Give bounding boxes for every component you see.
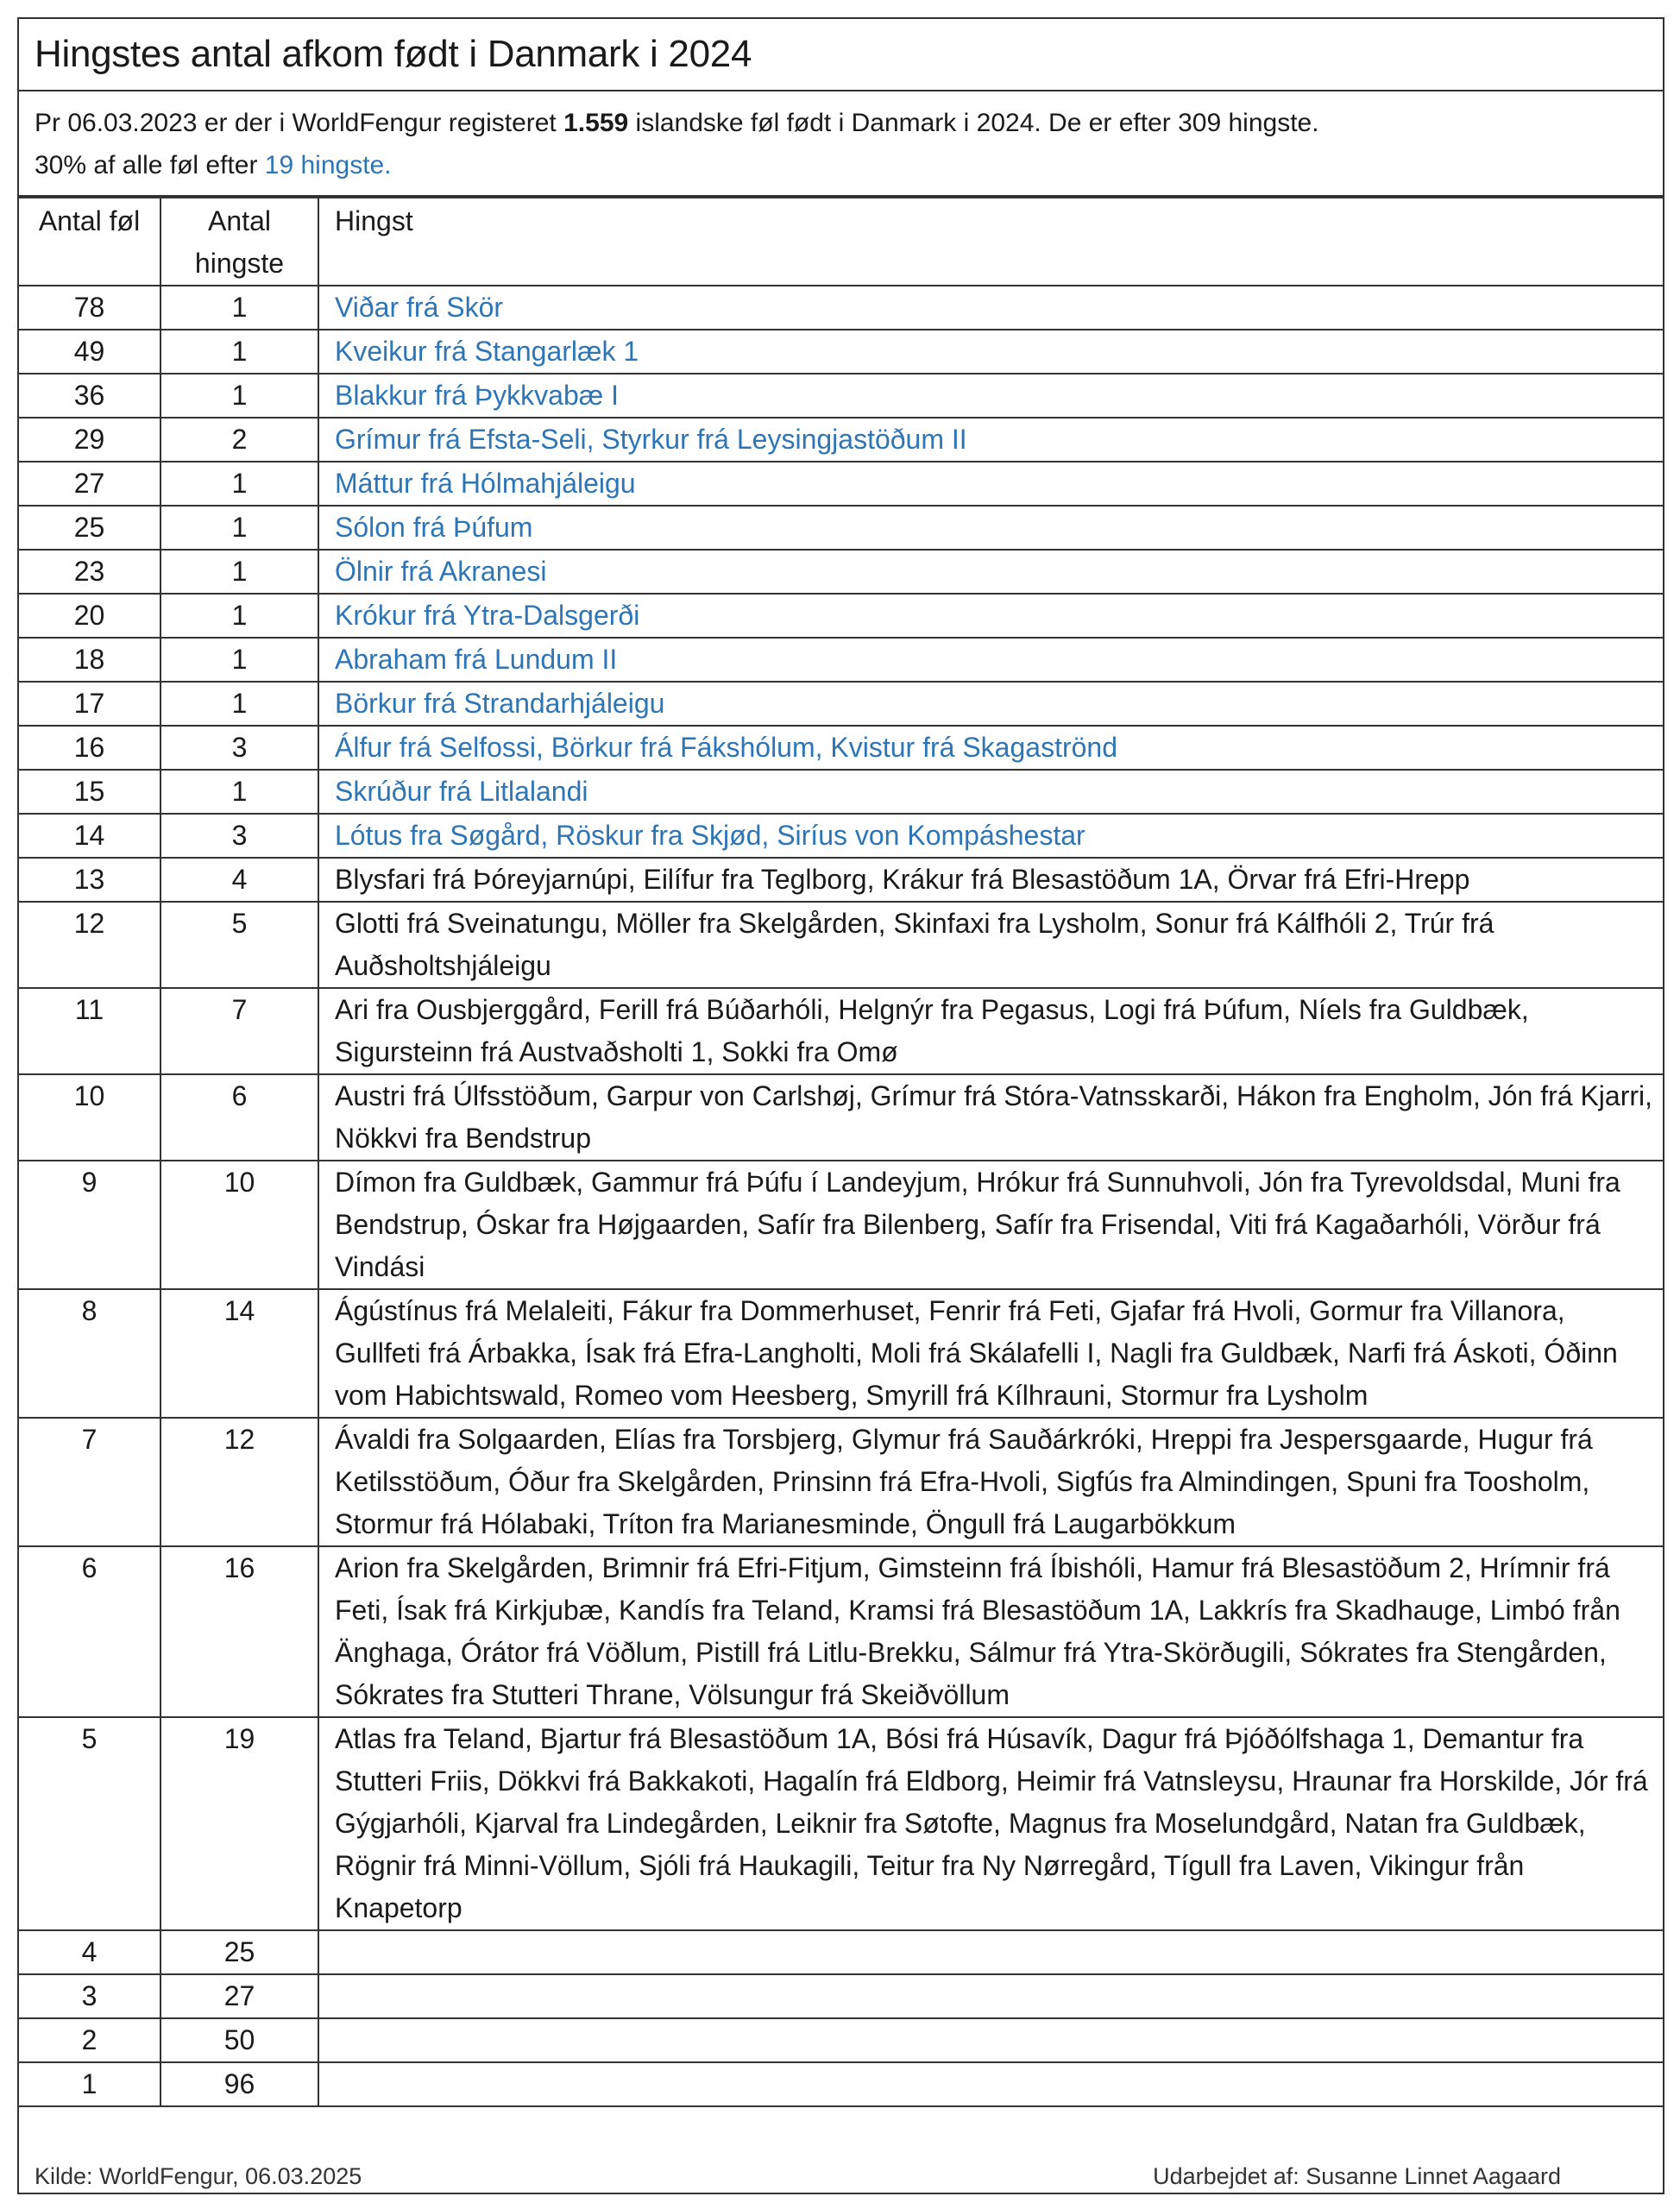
cell-stallions: 7 [160,988,318,1074]
cell-names: Blysfari frá Þóreyjarnúpi, Eilífur fra Teglborg, Krákur frá Blesastöðum 1A, Örvar frá Efri-Hrepp [318,858,1663,902]
cell-foals: 20 [19,594,160,638]
cell-stallions: 1 [160,462,318,506]
cell-foals: 9 [19,1161,160,1289]
intro-text-2: islandske føl født i Danmark i 2024. De er efter 309 hingste. [628,109,1319,137]
cell-stallions: 27 [160,1974,318,2018]
table-row [19,638,1663,682]
cell-names[interactable]: Krókur frá Ytra-Dalsgerði [318,594,1663,638]
table-row [19,418,1663,462]
cell-foals: 18 [19,638,160,682]
cell-stallions: 12 [160,1418,318,1546]
table-header-row [19,198,1663,286]
cell-stallions: 25 [160,1930,318,1974]
table-body [19,286,1663,2106]
cell-foals: 3 [19,1974,160,2018]
cell-foals: 16 [19,726,160,770]
page-title: Hingstes antal afkom født i Danmark i 2024 [19,19,1663,91]
cell-foals: 27 [19,462,160,506]
cell-names[interactable]: Lótus fra Søgård, Röskur fra Skjød, Siríus von Kompáshestar [318,814,1663,858]
cell-foals: 4 [19,1930,160,1974]
cell-stallions: 3 [160,726,318,770]
cell-foals: 2 [19,2018,160,2062]
table-row [19,770,1663,814]
table-row [19,1546,1663,1717]
cell-stallions: 10 [160,1161,318,1289]
cell-foals: 23 [19,550,160,594]
cell-names [318,2062,1663,2106]
table-row [19,1930,1663,1974]
cell-names: Glotti frá Sveinatungu, Möller fra Skelgården, Skinfaxi fra Lysholm, Sonur frá Kálfhóli 2, Trúr frá Auðsholtshjáleigu [318,902,1663,988]
cell-names[interactable]: Börkur frá Strandarhjáleigu [318,682,1663,726]
cell-foals: 1 [19,2062,160,2106]
table-row [19,462,1663,506]
table-row [19,374,1663,418]
cell-names[interactable]: Álfur frá Selfossi, Börkur frá Fákshólum, Kvistur frá Skagaströnd [318,726,1663,770]
cell-stallions: 1 [160,550,318,594]
table-row [19,2062,1663,2106]
cell-stallions: 16 [160,1546,318,1717]
table-row [19,1074,1663,1161]
footer [19,2160,1663,2193]
table-row [19,1717,1663,1930]
header-names: Hingst [318,198,1663,286]
cell-stallions: 1 [160,770,318,814]
cell-stallions: 1 [160,506,318,550]
cell-stallions: 2 [160,418,318,462]
table-row [19,330,1663,374]
table-row [19,814,1663,858]
table-row [19,858,1663,902]
header-stallions: Antal hingste [160,198,318,286]
cell-stallions: 1 [160,594,318,638]
cell-names[interactable]: Sólon frá Þúfum [318,506,1663,550]
cell-names: Austri frá Úlfsstöðum, Garpur von Carlshøj, Grímur frá Stóra-Vatnsskarði, Hákon fra Engholm, Jón frá Kjarri, Nökkvi fra Bendstrup [318,1074,1663,1161]
cell-foals: 25 [19,506,160,550]
cell-names[interactable]: Máttur frá Hólmahjáleigu [318,462,1663,506]
cell-names: Ávaldi fra Solgaarden, Elías fra Torsbjerg, Glymur frá Sauðárkróki, Hreppi fra Jespersgaarde, Hugur frá Ketilsstöðum, Óður fra Skelgården, Prinsinn frá Efra-Hvoli, Sigfús fra Almindingen, Spuni fra Toosholm, Stormur frá Hólabaki, Tríton fra Marianesminde, Öngull frá Laugarbökkum [318,1418,1663,1546]
cell-stallions: 1 [160,374,318,418]
table-row [19,1974,1663,2018]
cell-stallions: 4 [160,858,318,902]
cell-stallions: 96 [160,2062,318,2106]
table-row [19,902,1663,988]
cell-stallions: 1 [160,286,318,330]
cell-names: Dímon fra Guldbæk, Gammur frá Þúfu í Landeyjum, Hrókur frá Sunnuhvoli, Jón fra Tyrevoldsdal, Muni fra Bendstrup, Óskar fra Højgaarden, Safír fra Bilenberg, Safír fra Frisendal, Viti frá Kagaðarhóli, Vörður frá Vindási [318,1161,1663,1289]
cell-names[interactable]: Abraham frá Lundum II [318,638,1663,682]
cell-foals: 7 [19,1418,160,1546]
cell-names [318,1974,1663,2018]
table-row [19,2018,1663,2062]
cell-stallions: 3 [160,814,318,858]
footer-author: Udarbejdet af: Susanne Linnet Aagaard [1153,2162,1561,2189]
table-row [19,594,1663,638]
cell-foals: 15 [19,770,160,814]
stallion-table [19,197,1663,2107]
cell-names [318,2018,1663,2062]
table-row [19,1161,1663,1289]
cell-foals: 10 [19,1074,160,1161]
cell-names: Atlas fra Teland, Bjartur frá Blesastöðum 1A, Bósi frá Húsavík, Dagur frá Þjóðólfshaga 1, Demantur fra Stutteri Friis, Dökkvi frá Bakkakoti, Hagalín frá Eldborg, Heimir frá Vatnsleysu, Hraunar fra Horskilde, Jór frá Gýgjarhóli, Kjarval fra Lindegården, Leiknir fra Søtofte, Magnus fra Moselundgård, Natan fra Guldbæk, Rögnir frá Minni-Völlum, Sjóli frá Haukagili, Teitur fra Ny Nørregård, Tígull fra Laven, Vikingur från Knapetorp [318,1717,1663,1930]
stallions-link[interactable]: 19 hingste. [264,151,392,179]
footer-source: Kilde: WorldFengur, 06.03.2025 [35,2162,362,2189]
table-row [19,988,1663,1074]
header-foals: Antal føl [19,198,160,286]
intro-foal-count: 1.559 [563,109,629,137]
table-row [19,506,1663,550]
cell-foals: 78 [19,286,160,330]
document-frame [17,17,1664,2194]
cell-foals: 6 [19,1546,160,1717]
cell-names [318,1930,1663,1974]
cell-foals: 13 [19,858,160,902]
cell-stallions: 19 [160,1717,318,1930]
intro-text-1: Pr 06.03.2023 er der i WorldFengur registeret [35,109,564,137]
cell-foals: 49 [19,330,160,374]
cell-names[interactable]: Blakkur frá Þykkvabæ I [318,374,1663,418]
cell-foals: 8 [19,1289,160,1418]
cell-foals: 17 [19,682,160,726]
intro-paragraph [19,91,1663,197]
table-row [19,550,1663,594]
cell-foals: 36 [19,374,160,418]
cell-foals: 12 [19,902,160,988]
cell-foals: 14 [19,814,160,858]
cell-foals: 11 [19,988,160,1074]
cell-names: Ari fra Ousbjerggård, Ferill frá Búðarhóli, Helgnýr fra Pegasus, Logi frá Þúfum, Níels fra Guldbæk, Sigursteinn frá Austvaðsholti 1, Sokki fra Omø [318,988,1663,1074]
cell-stallions: 5 [160,902,318,988]
cell-names[interactable]: Kveikur frá Stangarlæk 1 [318,330,1663,374]
cell-names[interactable]: Skrúður frá Litlalandi [318,770,1663,814]
cell-stallions: 1 [160,682,318,726]
table-row [19,726,1663,770]
cell-stallions: 1 [160,330,318,374]
cell-names[interactable]: Grímur frá Efsta-Seli, Styrkur frá Leysingjastöðum II [318,418,1663,462]
cell-foals: 29 [19,418,160,462]
cell-stallions: 1 [160,638,318,682]
cell-names[interactable]: Ölnir frá Akranesi [318,550,1663,594]
cell-stallions: 14 [160,1289,318,1418]
cell-names: Arion fra Skelgården, Brimnir frá Efri-Fitjum, Gimsteinn frá Íbishóli, Hamur frá Blesastöðum 2, Hrímnir frá Feti, Ísak frá Kirkjubæ, Kandís fra Teland, Kramsi frá Blesastöðum 1A, Lakkrís fra Skadhauge, Limbó från Änghaga, Órátor frá Vöðlum, Pistill frá Litlu-Brekku, Sálmur frá Ytra-Skörðugili, Sókrates fra Stengården, Sókrates fra Stutteri Thrane, Völsungur frá Skeiðvöllum [318,1546,1663,1717]
table-row [19,1289,1663,1418]
table-row [19,682,1663,726]
cell-names[interactable]: Viðar frá Skör [318,286,1663,330]
cell-stallions: 6 [160,1074,318,1161]
table-row [19,1418,1663,1546]
cell-names: Ágústínus frá Melaleiti, Fákur fra Dommerhuset, Fenrir frá Feti, Gjafar frá Hvoli, Gormur fra Villanora, Gullfeti frá Árbakka, Ísak frá Efra-Langholti, Moli frá Skálafelli I, Nagli fra Guldbæk, Narfi frá Áskoti, Óðinn vom Habichtswald, Romeo vom Heesberg, Smyrill frá Kílhrauni, Stormur fra Lysholm [318,1289,1663,1418]
table-row [19,286,1663,330]
intro-text-3: 30% af alle føl efter [35,151,265,179]
cell-foals: 5 [19,1717,160,1930]
cell-stallions: 50 [160,2018,318,2062]
